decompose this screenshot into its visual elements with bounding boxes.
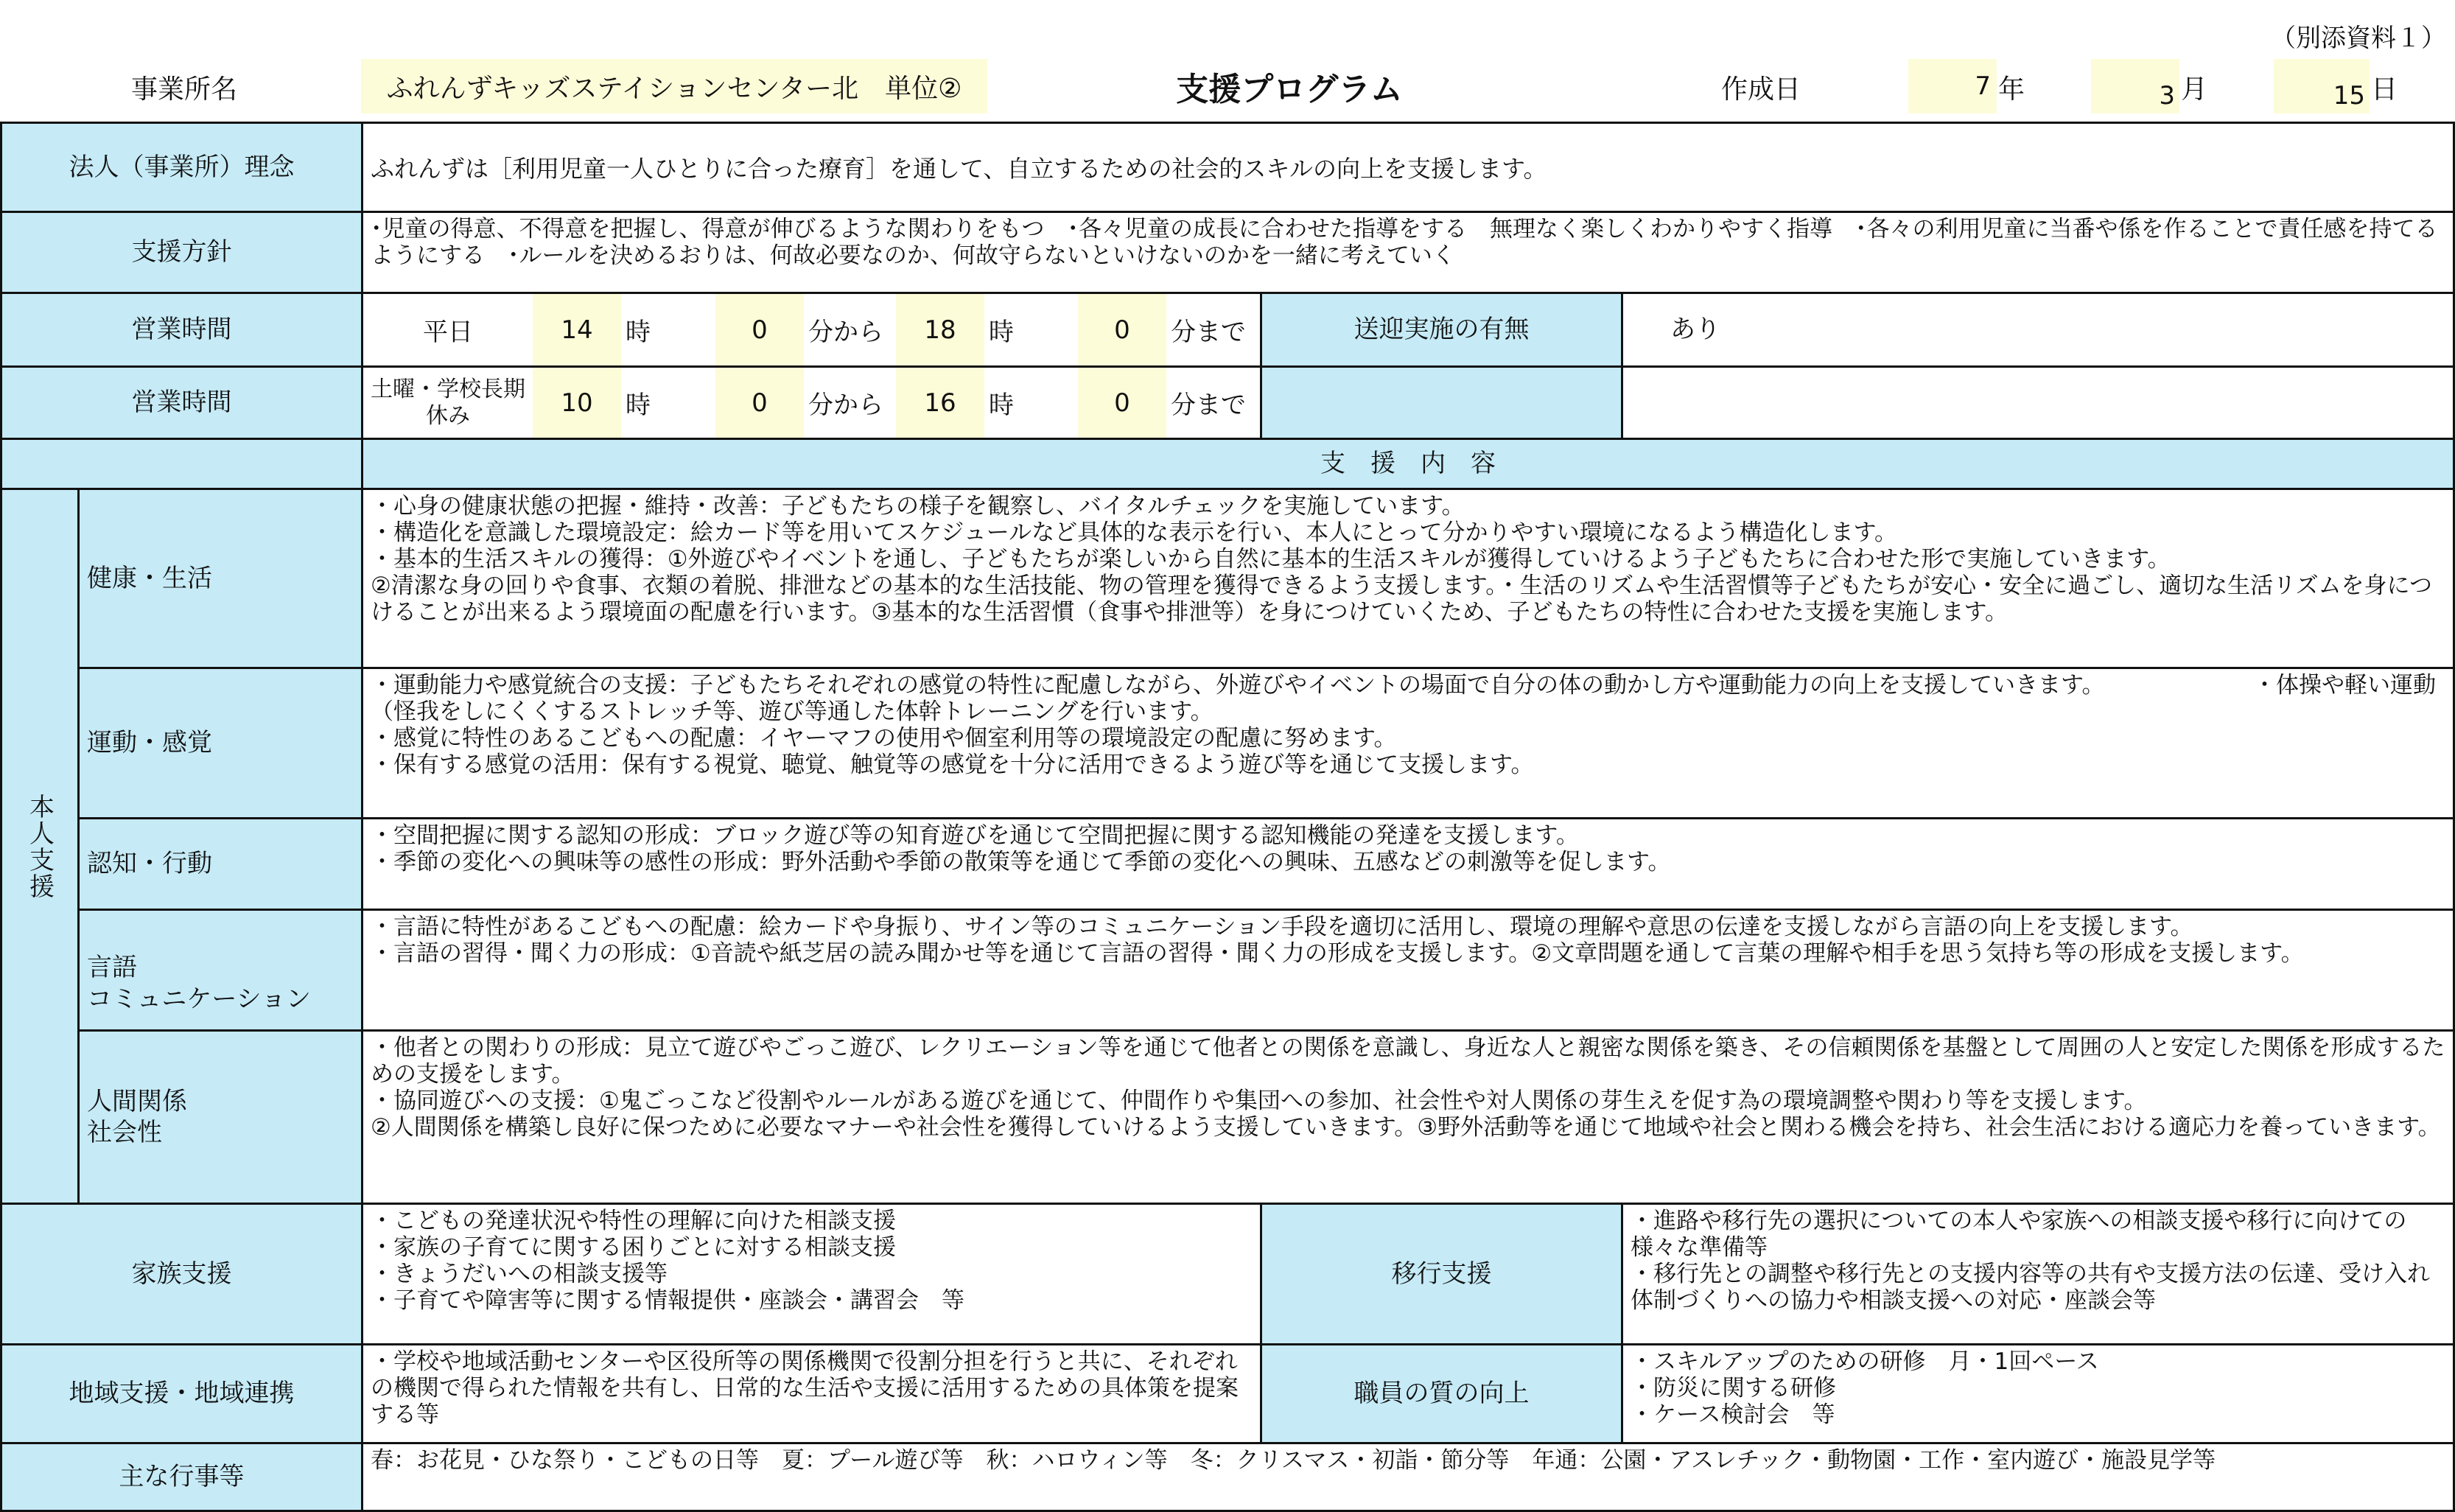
weekday-hour-unit: 時 [626, 318, 651, 347]
personal-support-label: 本人支援 [2, 490, 80, 1205]
hours-holiday-label: 営業時間 [2, 368, 363, 440]
transport-label: 送迎実施の有無 [1262, 294, 1623, 368]
support-content-header: 支 援 内 容 [363, 440, 2455, 490]
personal-row-text-health[interactable]: ・心身の健康状態の把握・維持・改善：子どもたちの様子を観察し、バイタルチェックを実施しています。 ・構造化を意識した環境設定：絵カード等を用いてスケジュールなど具体的な表示を行い、本人にとって分かりやすい環境になるよう構造化します。 ・基本的生活スキルの獲得：①外遊びやイベントを通し、子どもたちが楽しいから自然に基本的生活スキルが獲得していけるよう子どもたちに合わせた形で実施していきます。 ②清潔な身の回りや食事、衣類の着脱、排泄などの基本的な生活技能、物の管理を獲得できるよう支援します。・生活のリズムや生活習慣等子どもたちが安心・安全に過ごし、適切な生活リズムを身につけることが出来るよう環境面の配慮を行います。③基本的な生活習慣（食事や排泄等）を身につけていくため、子どもたちの特性に合わせた支援を実施します。 [363, 490, 2455, 669]
family-support-text[interactable]: ・こどもの発達状況や特性の理解に向けた相談支援 ・家族の子育てに関する困りごとに対する相談支援 ・きょうだいへの相談支援等 ・子育てや障害等に関する情報提供・座談会・講習会 等 [363, 1205, 1262, 1345]
attachment-note: （別添資料１） [2271, 24, 2446, 53]
year-unit: 年 [1998, 74, 2025, 105]
holiday-hour-unit: 時 [626, 391, 651, 420]
family-support-label: 家族支援 [2, 1205, 363, 1345]
holiday-start-hour[interactable]: 10 [533, 368, 621, 438]
transition-support-text[interactable]: ・進路や移行先の選択についての本人や家族への相談支援や移行に向けての様々な準備等 ・移行先との調整や移行先との支援内容等の共有や支援方法の伝達、受け入れ体制づくりへの協力や相談支援への対応・座談会等 [1623, 1205, 2455, 1345]
transport-value[interactable]: あり [1623, 294, 2455, 368]
personal-row-label-social: 人間関係 社会性 [80, 1032, 363, 1205]
day-value: 15 [2333, 81, 2365, 111]
weekday-start-min[interactable]: 0 [715, 294, 804, 365]
day-field[interactable] [2274, 59, 2370, 113]
personal-row-label-language: 言語 コミュニケーション [80, 911, 363, 1032]
hours-holiday-block [363, 368, 1262, 440]
community-support-label: 地域支援・地域連携 [2, 1345, 363, 1444]
personal-row-text-motor[interactable]: ・運動能力や感覚統合の支援：子どもたちそれぞれの感覚の特性に配慮しながら、外遊びやイベントの場面で自分の体の動かし方や運動能力の向上を支援していきます。 ・体操や軽い運動（怪我をしにくくするストレッチ等、遊び等通した体幹トレーニングを行います。 ・感覚に特性のあるこどもへの配慮：イヤーマフの使用や個室利用等の環境設定の配慮に努めます。 ・保有する感覚の活用：保有する視覚、聴覚、触覚等の感覚を十分に活用できるよう遊び等を通じて支援します。 [363, 669, 2455, 819]
community-support-text[interactable]: ・学校や地域活動センターや区役所等の関係機関で役割分担を行うと共に、それぞれの機関で得られた情報を共有し、日常的な生活や支援に活用するための具体策を提案する等 [363, 1345, 1262, 1444]
day-unit: 日 [2371, 74, 2398, 105]
support-content-header-left [2, 440, 363, 490]
holiday-end-hour[interactable]: 16 [896, 368, 984, 438]
year-field[interactable] [1908, 59, 1997, 113]
holiday-transport-blank [1262, 368, 1623, 440]
holiday-start-min[interactable]: 0 [715, 368, 804, 438]
philosophy-text[interactable]: ふれんずは［利用児童一人ひとりに合った療育］を通して、自立するための社会的スキルの向上を支援します。 [363, 124, 2455, 213]
weekday-until-unit: 分まで [1171, 318, 1246, 347]
weekday-end-hour-unit: 時 [989, 318, 1014, 347]
personal-row-text-cognition[interactable]: ・空間把握に関する認知の形成：ブロック遊び等の知育遊びを通じて空間把握に関する認知機能の発達を支援します。 ・季節の変化への興味等の感性の形成：野外活動や季節の散策等を通じて季節の変化への興味、五感などの刺激等を促します。 [363, 819, 2455, 911]
weekday-daytype: 平日 [423, 318, 473, 347]
personal-row-label-health: 健康・生活 [80, 490, 363, 669]
month-unit: 月 [2181, 74, 2208, 105]
holiday-daytype: 土曜・学校長期休み [371, 376, 525, 429]
support-program-table [0, 122, 2455, 1512]
hours-weekday-label: 営業時間 [2, 294, 363, 368]
month-field[interactable] [2091, 59, 2179, 113]
weekday-end-min[interactable]: 0 [1078, 294, 1166, 365]
events-label: 主な行事等 [2, 1444, 363, 1512]
holiday-end-min[interactable]: 0 [1078, 368, 1166, 438]
staff-quality-label: 職員の質の向上 [1262, 1345, 1623, 1444]
holiday-from-unit: 分から [808, 391, 883, 420]
hours-weekday-block [363, 294, 1262, 368]
personal-row-label-cognition: 認知・行動 [80, 819, 363, 911]
doc-title: 支援プログラム [1176, 71, 1403, 108]
year-value: 7 [1975, 71, 1991, 101]
holiday-until-unit: 分まで [1171, 391, 1246, 420]
personal-row-text-language[interactable]: ・言語に特性があるこどもへの配慮：絵カードや身振り、サイン等のコミュニケーション手段を適切に活用し、環境の理解や意思の伝達を支援しながら言語の向上を支援します。 ・言語の習得・聞く力の形成：①音読や紙芝居の読み聞かせ等を通じて言語の習得・聞く力の形成を支援します。②文章問題を通して言葉の理解や相手を思う気持ち等の形成を支援します。 [363, 911, 2455, 1032]
policy-label: 支援方針 [2, 213, 363, 294]
weekday-from-unit: 分から [808, 318, 883, 347]
personal-row-label-motor: 運動・感覚 [80, 669, 363, 819]
weekday-start-hour[interactable]: 14 [533, 294, 621, 365]
philosophy-label: 法人（事業所）理念 [2, 124, 363, 213]
holiday-end-hour-unit: 時 [989, 391, 1014, 420]
office-label: 事業所名 [130, 74, 237, 105]
personal-row-text-social[interactable]: ・他者との関わりの形成：見立て遊びやごっこ遊び、レクリエーション等を通じて他者との関係を意識し、身近な人と親密な関係を築き、その信頼関係を基盤として周囲の人と安定した関係を形成するための支援をします。 ・協同遊びへの支援：①鬼ごっこなど役割やルールがある遊びを通じて、仲間作りや集団への参加、社会性や対人関係の芽生えを促す為の環境調整や関わり等を支援します。 ②人間関係を構築し良好に保つために必要なマナーや社会性を獲得していけるよう支援していきます。③野外活動等を通じて地域や社会と関わる機会を持ち、社会生活における適応力を養っていきます。 [363, 1032, 2455, 1205]
transition-support-label: 移行支援 [1262, 1205, 1623, 1345]
policy-text[interactable]: ･児童の得意、不得意を把握し、得意が伸びるような関わりをもつ ･各々児童の成長に合わせた指導をする 無理なく楽しくわかりやすく指導 ･各々の利用児童に当番や係を作ることで責任感を持てるようにする ･ルールを決めるおりは、何故必要なのか、何故守らないといけないのかを一緒に考えていく [363, 213, 2455, 294]
created-date-label: 作成日 [1720, 74, 1801, 105]
events-text[interactable]: 春：お花見・ひな祭り・こどもの日等 夏：プール遊び等 秋：ハロウィン等 冬：クリスマス・初詣・節分等 年通：公園・アスレチック・動物園・工作・室内遊び・施設見学等 [363, 1444, 2455, 1512]
staff-quality-text[interactable]: ・スキルアップのための研修 月・1回ペース ・防災に関する研修 ・ケース検討会 等 [1623, 1345, 2455, 1444]
weekday-end-hour[interactable]: 18 [896, 294, 984, 365]
month-value: 3 [2159, 81, 2175, 111]
office-name-field[interactable]: ふれんずキッズステイションセンター北 単位② [361, 59, 987, 113]
holiday-transport-value-blank[interactable] [1623, 368, 2455, 440]
